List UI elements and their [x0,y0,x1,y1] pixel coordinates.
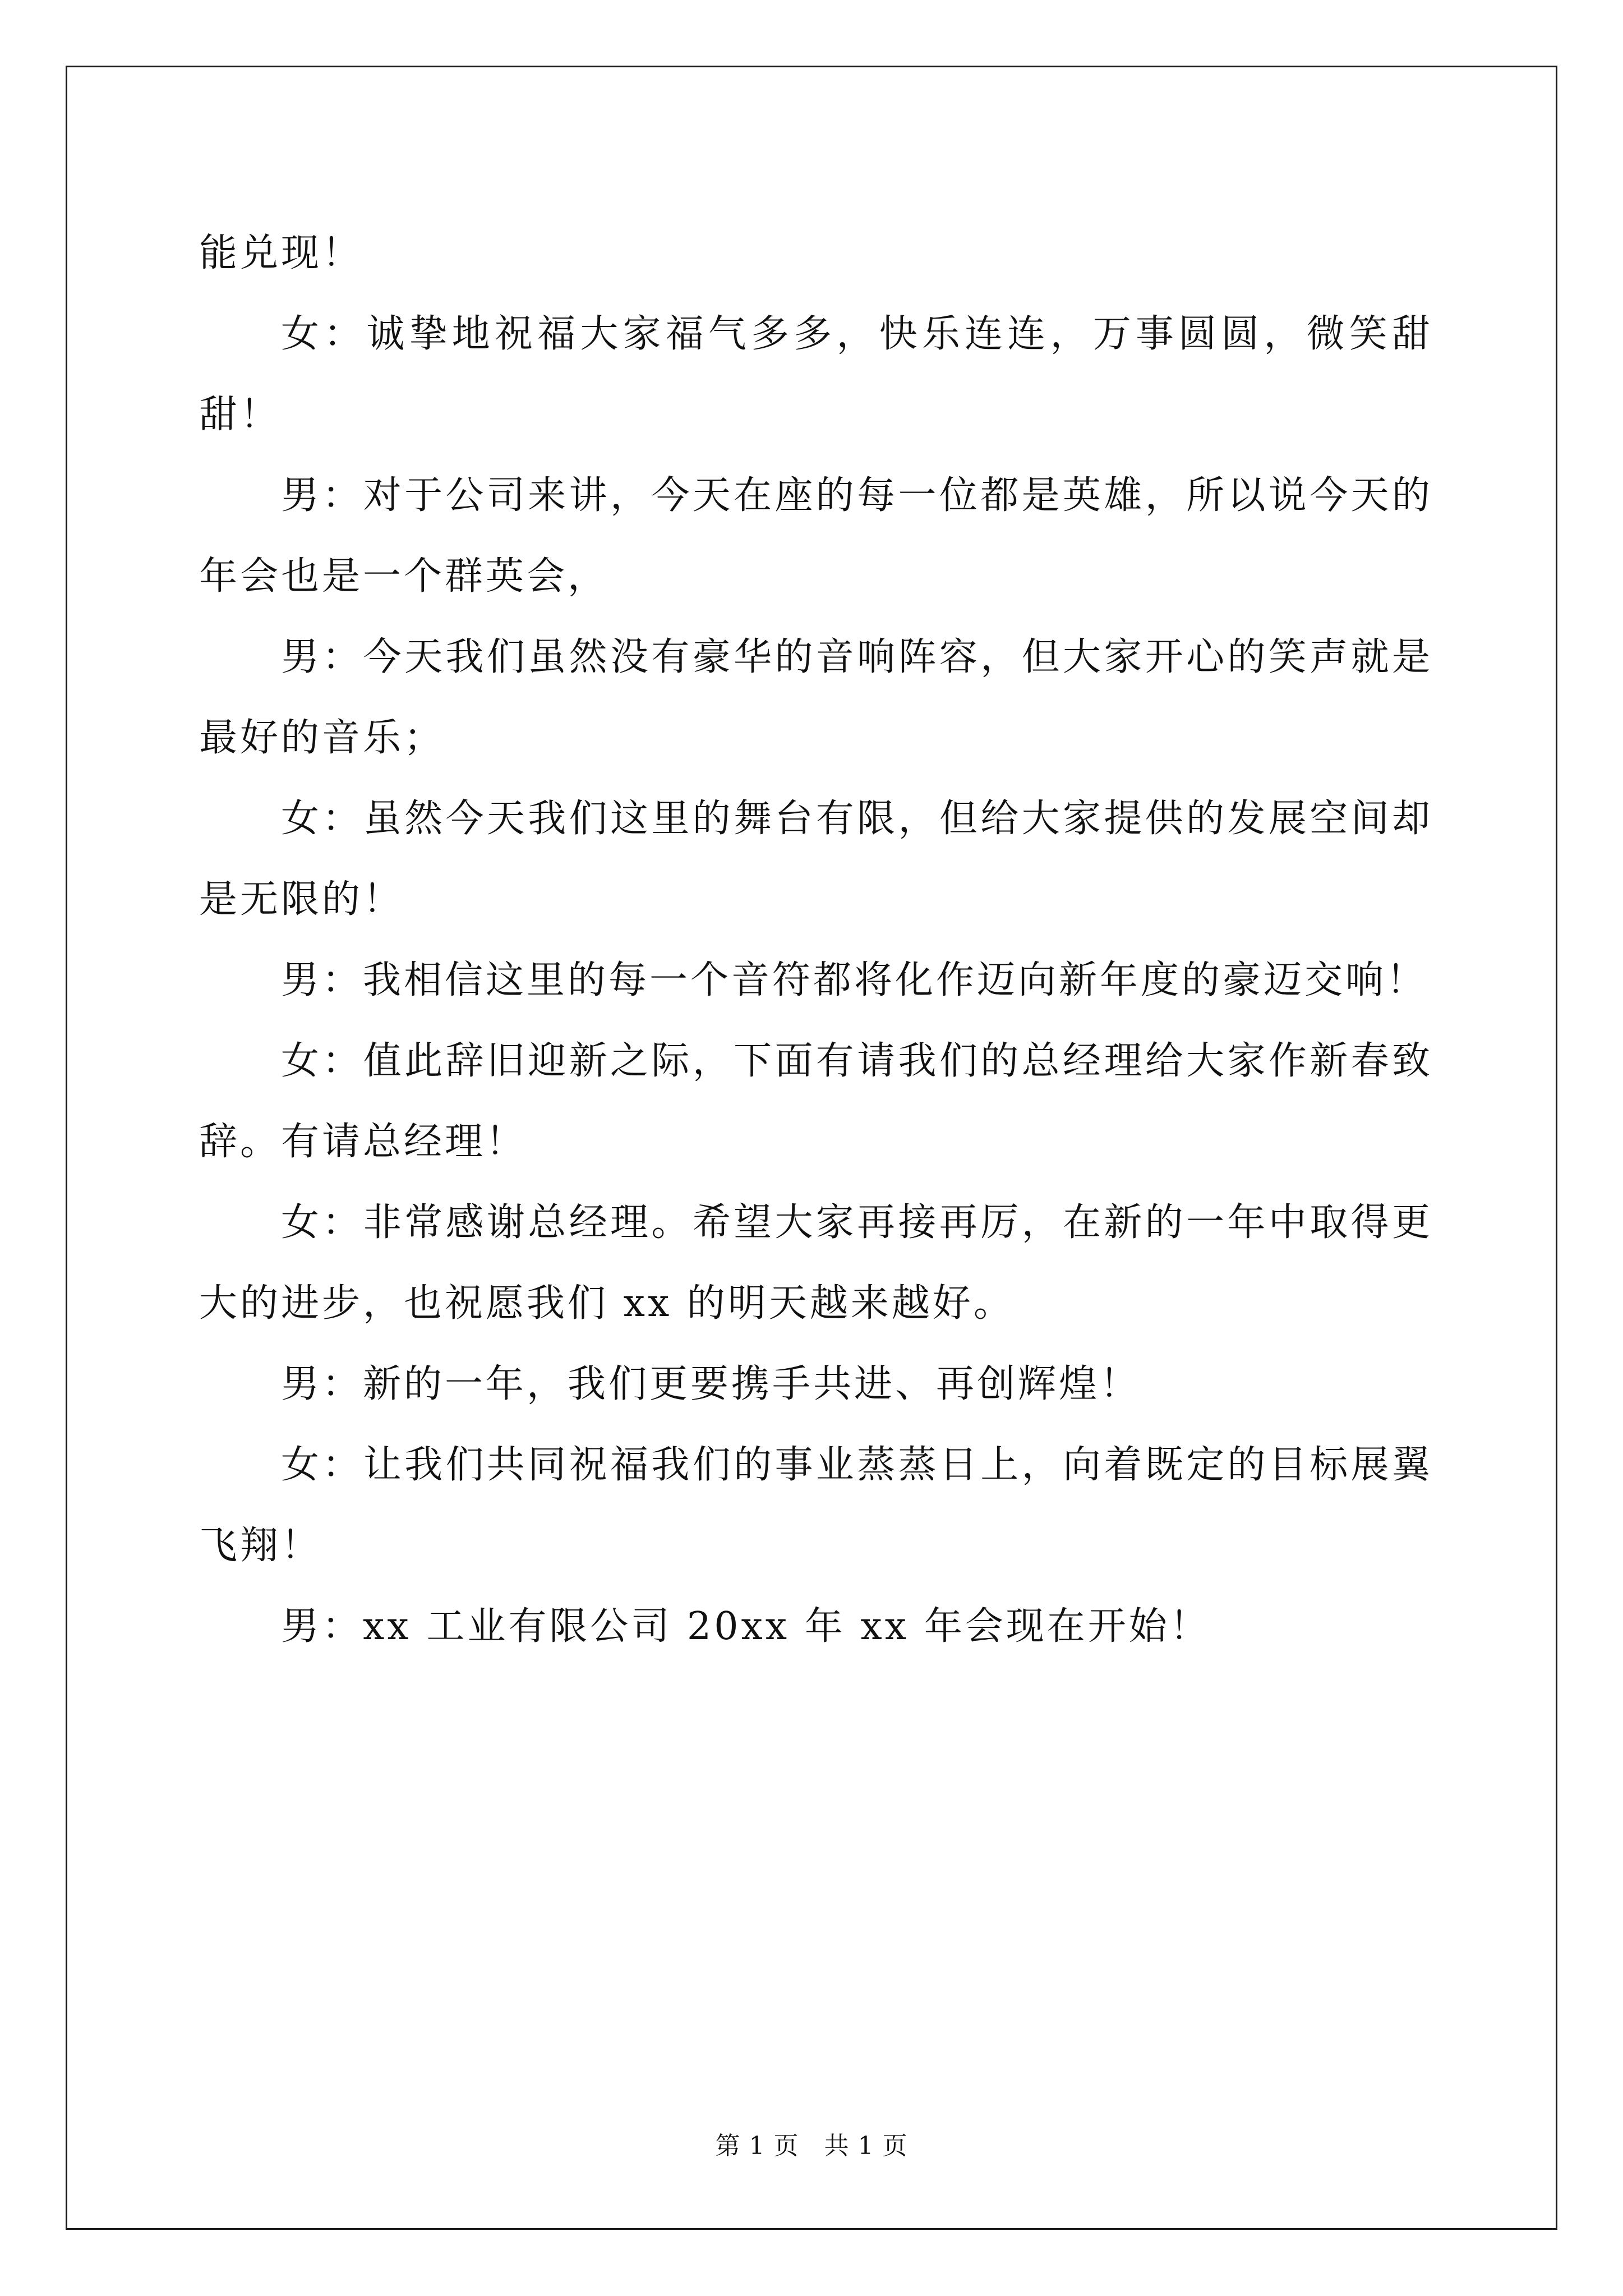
paragraph-male-opening: 男：xx 工业有限公司 20xx 年 xx 年会现在开始！ [281,1604,1211,1649]
paragraph-female-invite-manager: 女：值此辞旧迎新之际，下面有请我们的总经理给大家作新春致辞。有请总经理！ [199,1039,1433,1164]
paragraph-male-music: 男：今天我们虽然没有豪华的音响阵容，但大家开心的笑声就是最好的音乐； [199,635,1433,760]
paragraph-continuation: 能兑现！ [199,231,363,275]
paragraph-male-new-year: 男：新的一年，我们更要携手共进、再创辉煌！ [281,1362,1141,1406]
document-body [199,213,1433,1667]
paragraph-male-heroes: 男：对于公司来讲，今天在座的每一位都是英雄，所以说今天的年会也是一个群英会， [199,473,1433,599]
paragraph-male-notes: 男：我相信这里的每一个音符都将化作迈向新年度的豪迈交响！ [281,958,1428,1002]
paragraph-female-stage: 女：虽然今天我们这里的舞台有限，但给大家提供的发展空间却是无限的！ [199,797,1433,922]
paragraph-female-blessing: 女：诚挚地祝福大家福气多多，快乐连连，万事圆圆，微笑甜甜！ [199,312,1433,437]
paragraph-female-thanks: 女：非常感谢总经理。希望大家再接再厉，在新的一年中取得更大的进步，也祝愿我们 xx 的明天越来越好。 [199,1200,1433,1326]
page-footer: 第 1 页 共 1 页 [715,2132,908,2160]
paragraph-female-wish: 女：让我们共同祝福我们的事业蒸蒸日上，向着既定的目标展翼飞翔！ [199,1443,1433,1568]
